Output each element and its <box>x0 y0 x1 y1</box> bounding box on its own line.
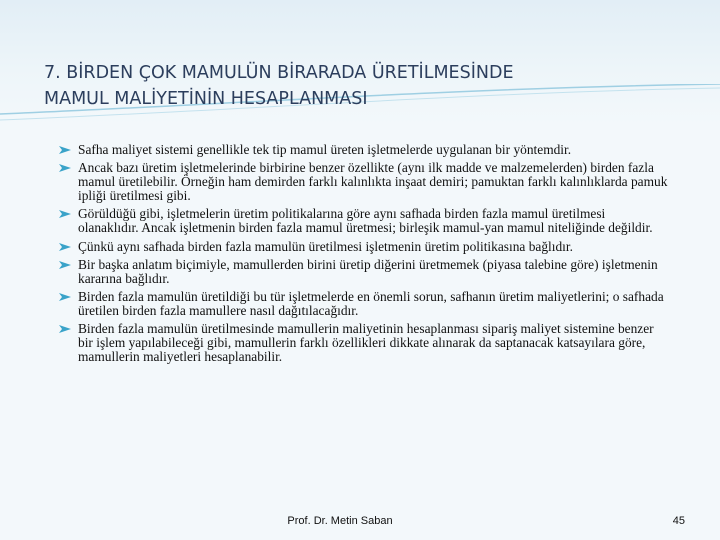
triangle-bullet-icon <box>58 209 72 219</box>
bullet-text: Görüldüğü gibi, işletmelerin üretim politikalarına göre aynı safhada birden fazla mamul üretilmesi olanaklıdır. Ancak işletmenin birden fazla mamul üretmesi; birleşik mamul-yan mamul niteliğinde değildir. <box>78 206 653 236</box>
bullet-text: Bir başka anlatım biçimiyle, mamullerden birini üretip diğerini üretmemek (piyasa talebine göre) işletmenin kararına bağlıdır. <box>78 256 658 286</box>
bullet-item-6 <box>58 290 668 318</box>
triangle-bullet-icon <box>58 242 72 252</box>
bullet-text: Birden fazla mamulün üretilmesinde mamullerin maliyetinin hesaplanması sipariş maliyet sistemine benzer bir işlem yapılabileceği gibi, mamullerin farklı özellikleri dikkate alınarak da saptanacak katsayılara göre, mamullerin maliyetleri hesaplanabilir. <box>78 321 654 365</box>
bullet-item-5 <box>58 258 668 286</box>
triangle-bullet-icon <box>58 163 72 173</box>
bullet-item-1 <box>58 143 668 157</box>
bullet-text: Safha maliyet sistemi genellikle tek tip mamul üreten işletmelerde uygulanan bir yöntemdir. <box>78 142 572 157</box>
triangle-bullet-icon <box>58 292 72 302</box>
bullet-text: Çünkü aynı safhada birden fazla mamulün üretilmesi işletmenin üretim politikasına bağlıdır. <box>78 238 573 254</box>
page-number: 45 <box>672 515 685 527</box>
bullet-item-7 <box>58 322 668 364</box>
bullet-item-4 <box>58 240 668 254</box>
bullet-item-3 <box>58 207 668 235</box>
footer-author: Prof. Dr. Metin Saban <box>287 515 393 527</box>
bullet-text: Ancak bazı üretim işletmelerinde birbirine benzer özellikte (aynı ilk madde ve malzemelerden) birden fazla mamul üretilebilir. Örneğin ham demirden farklı kalınlıkta inşaat demiri; pamuktan farklı kalınlıklarda pamuk ipliği üretilmesi gibi. <box>78 160 668 204</box>
bullet-text: Birden fazla mamulün üretildiği bu tür işletmelerde en önemli sorun, safhanın üretim maliyetlerini; o safhada üretilen birden fazla mamullere nasıl dağıtılacağıdır. <box>78 288 664 318</box>
triangle-bullet-icon <box>58 145 72 155</box>
bullet-list <box>58 143 668 364</box>
triangle-bullet-icon <box>58 324 72 334</box>
title-line-1: 7. BİRDEN ÇOK MAMULÜN BİRARADA ÜRETİLMESİNDE <box>44 63 514 83</box>
bullet-item-2 <box>58 161 668 203</box>
triangle-bullet-icon <box>58 260 72 270</box>
title-line-2: MAMUL MALİYETİNİN HESAPLANMASI <box>44 89 368 109</box>
slide-title <box>44 60 684 112</box>
